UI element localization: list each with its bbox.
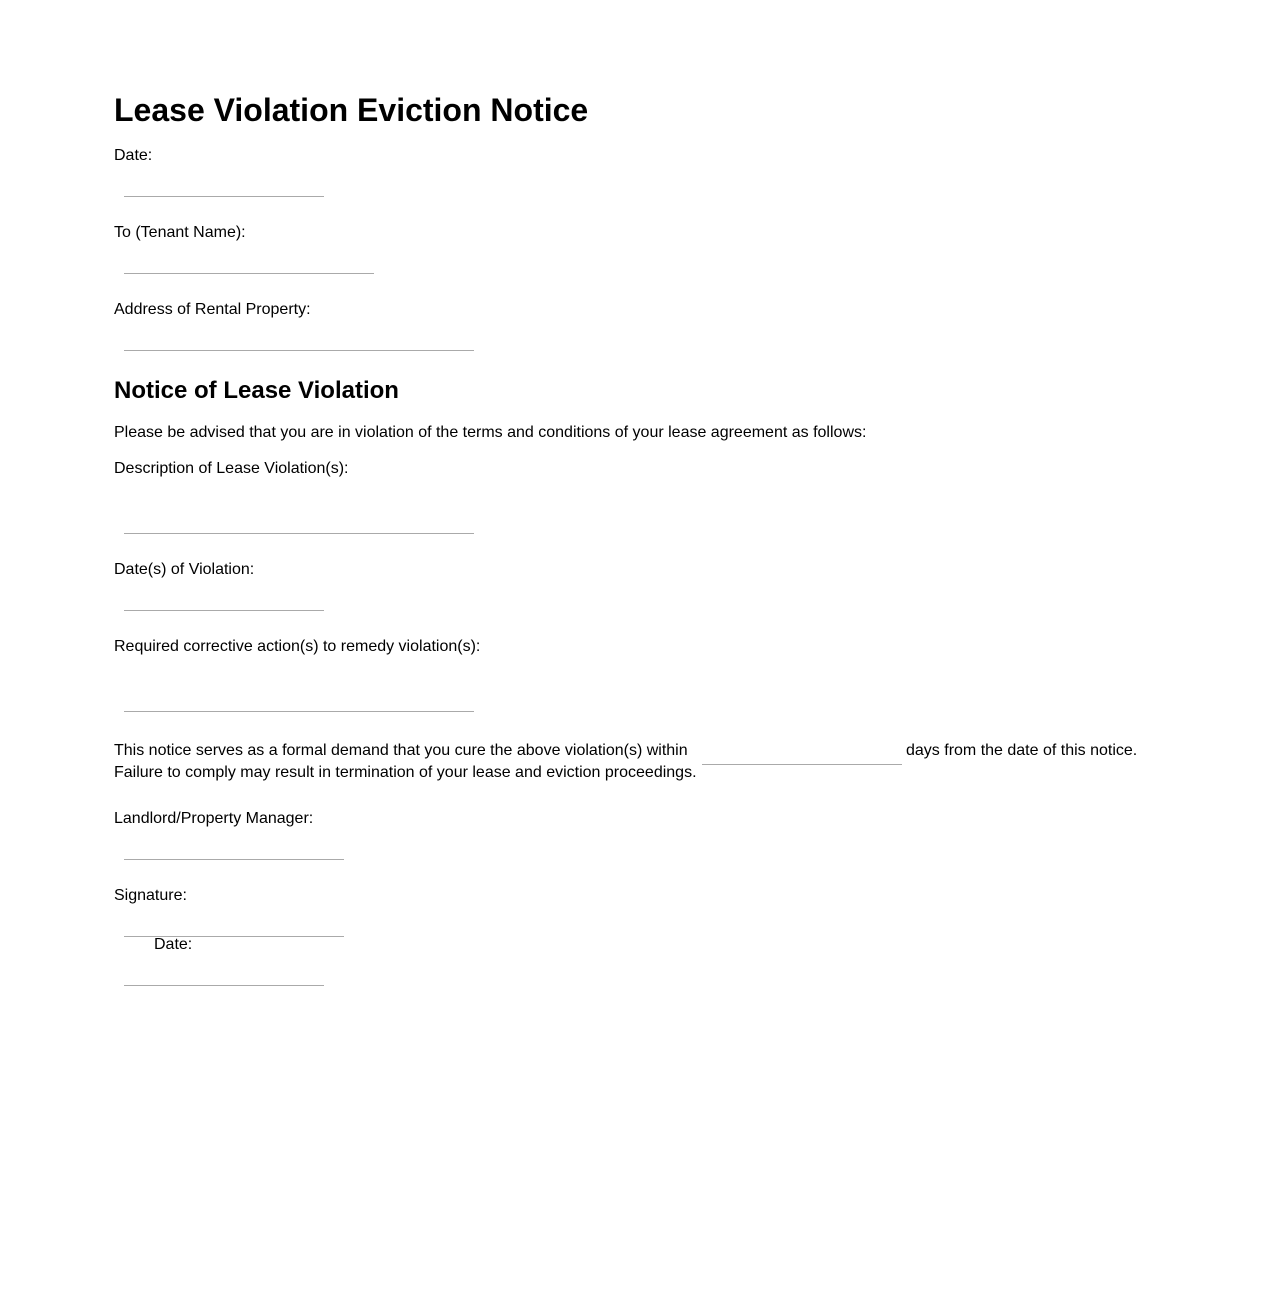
address-field[interactable] [124,328,474,351]
date-label: Date: [114,147,153,164]
violation-dates-label: Date(s) of Violation: [114,561,255,578]
tenant-name-field[interactable] [124,251,374,274]
tenant-name-label: To (Tenant Name): [114,224,246,241]
demand-text-start: This notice serves as a formal demand that you cure the above violation(s) within [114,742,688,759]
landlord-label: Landlord/Property Manager: [114,810,314,827]
page-title: Lease Violation Eviction Notice [114,92,589,128]
intro-text: Please be advised that you are in violation of the terms and conditions of your lease agreement as follows: [114,424,867,441]
signoff-date-label: Date: [154,936,193,953]
cure-days-field[interactable] [702,742,902,765]
date-field[interactable] [124,174,324,197]
violation-description-field[interactable] [124,511,474,534]
demand-text-end: days from the date of this notice. [906,742,1138,759]
demand-text-line2: Failure to comply may result in termination of your lease and eviction proceedings. [114,764,697,781]
violation-dates-field[interactable] [124,588,324,611]
section-heading: Notice of Lease Violation [114,377,399,404]
violation-description-label: Description of Lease Violation(s): [114,460,349,477]
signature-label: Signature: [114,887,187,904]
corrective-action-label: Required corrective action(s) to remedy violation(s): [114,638,481,655]
signoff-date-field[interactable] [124,963,324,986]
address-label: Address of Rental Property: [114,301,311,318]
corrective-action-field[interactable] [124,689,474,712]
landlord-field[interactable] [124,837,344,860]
